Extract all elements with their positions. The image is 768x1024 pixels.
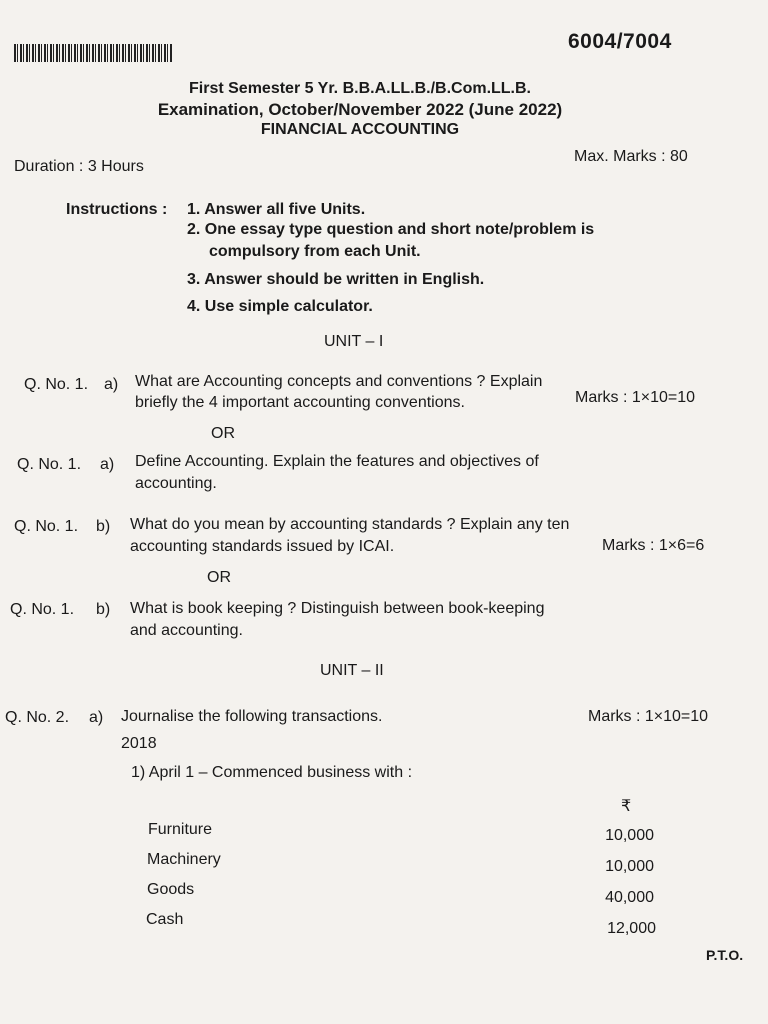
or-separator: OR <box>211 425 235 442</box>
subject-title: FINANCIAL ACCOUNTING <box>260 121 460 138</box>
asset-amount: 40,000 <box>605 889 654 906</box>
question-part: a) <box>89 709 104 726</box>
currency-symbol: ₹ <box>621 798 632 815</box>
question-text: Journalise the following transactions. <box>121 708 383 725</box>
question-text: accounting standards issued by ICAI. <box>130 538 395 555</box>
asset-label: Cash <box>146 911 184 928</box>
max-marks: Max. Marks : 80 <box>574 148 688 165</box>
paper-code: 6004/7004 <box>568 30 672 53</box>
instruction-item: 4. Use simple calculator. <box>187 298 373 315</box>
question-number: Q. No. 2. <box>5 709 70 726</box>
asset-amount: 10,000 <box>605 858 654 875</box>
asset-label: Machinery <box>147 851 221 868</box>
question-part: a) <box>100 456 115 473</box>
question-marks: Marks : 1×10=10 <box>575 389 696 406</box>
question-text: accounting. <box>135 475 217 492</box>
transaction-item: 1) April 1 – Commenced business with : <box>131 764 413 781</box>
or-separator: OR <box>207 569 231 586</box>
question-number: Q. No. 1. <box>24 376 89 393</box>
question-text: briefly the 4 important accounting conventions. <box>135 394 465 411</box>
asset-amount: 10,000 <box>605 827 654 844</box>
barcode <box>14 44 172 62</box>
instructions-label: Instructions : <box>66 201 168 218</box>
pto-label: P.T.O. <box>706 947 744 963</box>
question-part: b) <box>96 601 111 618</box>
question-part: a) <box>104 376 119 393</box>
question-text: and accounting. <box>130 622 243 639</box>
unit-heading: UNIT – I <box>324 333 384 350</box>
question-number: Q. No. 1. <box>10 601 75 618</box>
header-line1: First Semester 5 Yr. B.B.A.LL.B./B.Com.LL.B. <box>189 80 531 97</box>
instruction-item: compulsory from each Unit. <box>209 243 421 260</box>
instruction-item: 1. Answer all five Units. <box>187 201 366 218</box>
year-label: 2018 <box>121 735 157 752</box>
question-text: What do you mean by accounting standards ? Explain any ten <box>130 516 570 533</box>
header-line2: Examination, October/November 2022 (June 2022) <box>157 100 563 119</box>
asset-label: Goods <box>147 881 195 898</box>
asset-amount: 12,000 <box>607 920 656 937</box>
question-part: b) <box>96 518 111 535</box>
question-marks: Marks : 1×6=6 <box>602 537 705 554</box>
question-number: Q. No. 1. <box>17 456 82 473</box>
question-marks: Marks : 1×10=10 <box>588 708 709 725</box>
unit-heading: UNIT – II <box>320 662 384 679</box>
instruction-item: 2. One essay type question and short note/problem is <box>187 221 595 238</box>
question-text: What are Accounting concepts and conventions ? Explain <box>135 373 543 390</box>
instruction-item: 3. Answer should be written in English. <box>187 271 485 288</box>
question-text: What is book keeping ? Distinguish between book-keeping <box>130 600 545 617</box>
asset-label: Furniture <box>148 821 213 838</box>
duration: Duration : 3 Hours <box>14 158 144 175</box>
question-number: Q. No. 1. <box>14 518 79 535</box>
question-text: Define Accounting. Explain the features and objectives of <box>135 453 539 470</box>
